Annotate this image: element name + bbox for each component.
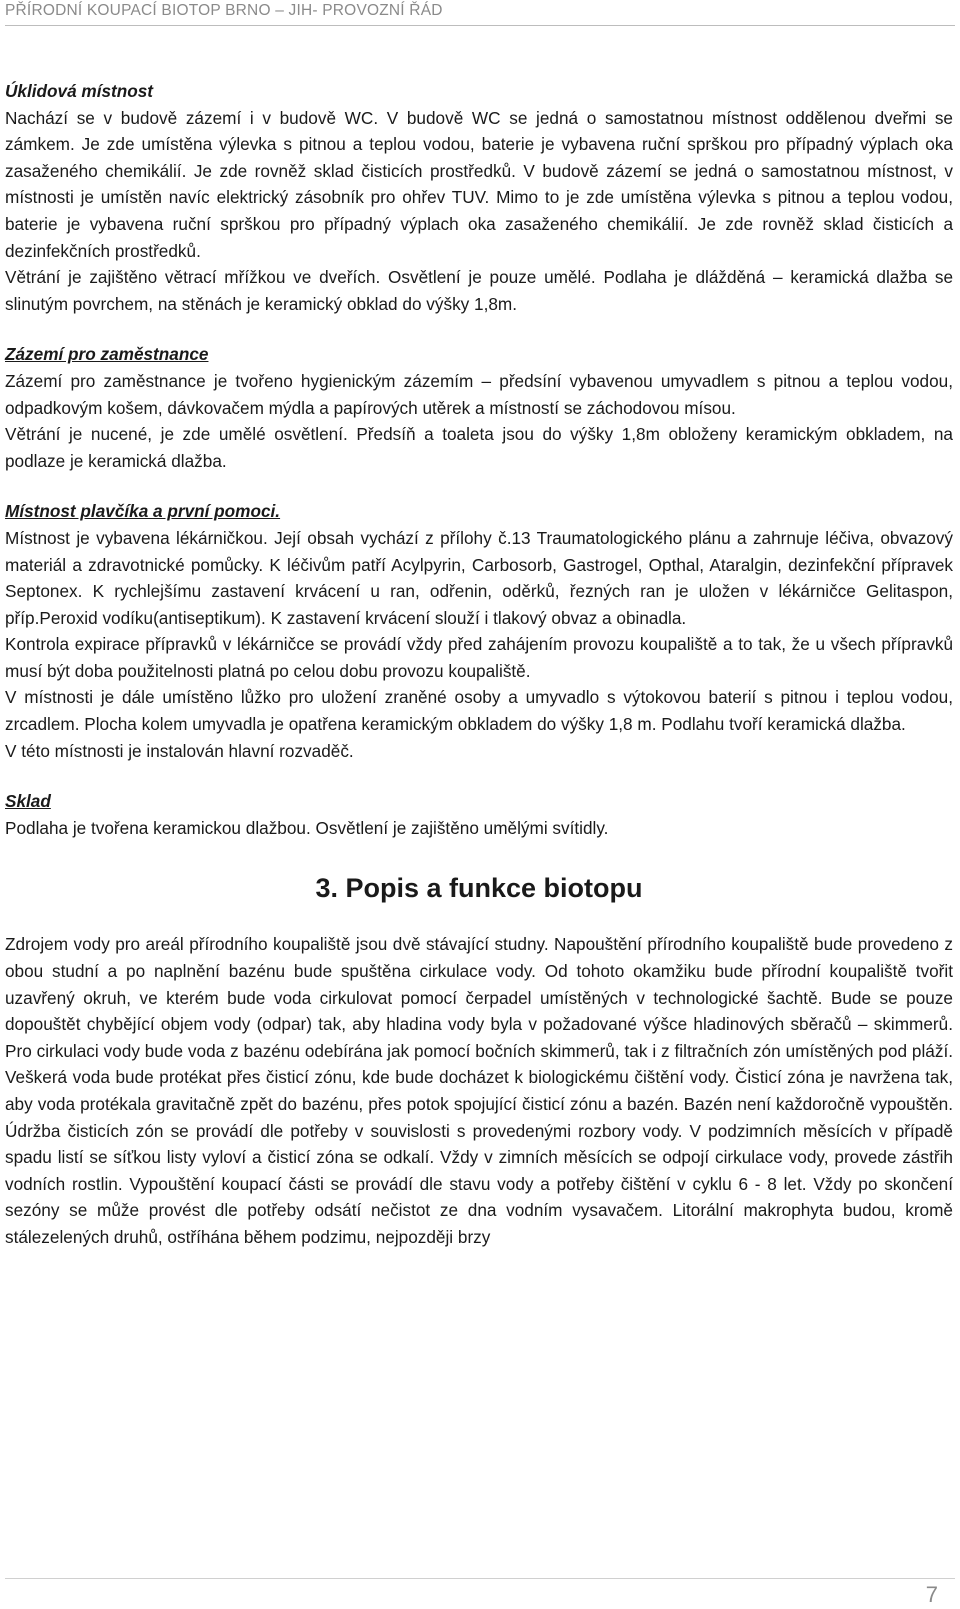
chapter-title: 3. Popis a funkce biotopu: [315, 873, 643, 904]
footer-divider: [5, 1578, 955, 1579]
paragraph: Kontrola expirace přípravků v lékárničce se provádí vždy před zahájením provozu koupaliště a to tak, že u všech přípravků musí být doba použitelnosti platná po celou dobu provozu koupaliště.: [5, 634, 953, 681]
paragraph: Větrání je zajištěno větrací mřížkou ve dveřích. Osvětlení je pouze umělé. Podlaha je dlážděná – keramická dlažba se slinutým povrchem, na stěnách je keramický obklad do výšky 1,8m.: [5, 267, 953, 314]
paragraph: Podlaha je tvořena keramickou dlažbou. Osvětlení je zajištěno umělými svítidly.: [5, 817, 609, 838]
paragraph: Nachází se v budově zázemí i v budově WC. V budově WC se jedná o samostatnou místnost oddělenou dveřmi se zámkem. Je zde umístěna výlevka s pitnou a teplou vodou, baterie je vybavena ruční sprškou pro případný výplach oka zasaženého chemikálií. Je zde rovněž sklad čisticích prostředků. V budově zázemí se jedná o samostatnou místnost, v místnosti je umístěn navíc elektrický zásobník pro ohřev TUV. Mimo to je zde umístěna výlevka s pitnou a teplou vodou, baterie je vybavena ruční sprškou pro případný výplach oka zasaženého chemikálií. Je zde rovněž sklad čisticích a dezinfekčních prostředků.: [5, 107, 953, 261]
section-heading: Úklidová místnost: [5, 81, 154, 101]
document-title: PŘÍRODNÍ KOUPACÍ BIOTOP BRNO – JIH- PROVOZNÍ ŘÁD: [5, 2, 443, 19]
section-staff-facilities: [5, 341, 953, 474]
section-heading: Místnost plavčíka a první pomoci.: [5, 501, 281, 522]
paragraph: Místnost je vybavena lékárničkou. Její obsah vychází z přílohy č.13 Traumatologického plánu a zahrnuje léčiva, obvazový materiál a zdravotnické pomůcky. K léčivům patří Acylpyrin, Carbosorb, Gastrogel, Opthal, Ataralgin, dezinfekční přípravek Septonex. K rychlejšímu zastavení krvácení u ran, odřenin, oděrků, řezných ran je uložen v lékárničce Gelitaspon, příp.Peroxid vodíku(antiseptikum). K zastavení krvácení slouží i tlakový obvaz a obinadla.: [5, 527, 953, 628]
section-storage: [5, 788, 953, 841]
paragraph: V místnosti je dále umístěno lůžko pro uložení zraněné osoby a umyvadlo s výtokovou baterií s pitnou i teplou vodou, zrcadlem. Plocha kolem umyvadla je opatřena keramickým obkladem do výšky 1,8 m. Podlahu tvoří keramická dlažba.: [5, 687, 953, 735]
paragraph: Větrání je nucené, je zde umělé osvětlení. Předsíň a toaleta jsou do výšky 1,8m obloženy keramickým obkladem, na podlaze je keramická dlažba.: [5, 424, 953, 471]
chapter-paragraph: Zdrojem vody pro areál přírodního koupaliště jsou dvě stávající studny. Napouštění přírodního koupaliště bude provedeno z obou studní a po naplnění bazénu bude spuštěna cirkulace vody. Od tohoto okamžiku bude přírodní koupaliště tvořit uzavřený okruh, ve kterém bude voda cirkulovat pomocí čerpadel umístěných v technologické šachtě. Bude se pouze dopouštět chybějící objem vody (odpar) tak, aby hladina vody byla v požadované výšce hladinových sběračů – skimmerů. Pro cirkulaci vody bude voda z bazénu odebírána jak pomocí bočních skimmerů, tak i z filtračních zón umístěných pod pláží. Veškerá voda bude protékat přes čisticí zónu, kde bude docházet k biologickému čištění vody. Čisticí zóna je navržena tak, aby voda protékala gravitačně zpět do bazénu, přes potok spojující čisticí zónu a bazén. Bazén není každoročně vypouštěn. Údržba čisticích zón se provádí dle potřeby v souvislosti s provedenými rozbory vody. V podzimních měsících v případě spadu listí se síťkou listy vyloví a čisticí zóna se odkalí. Vždy v zimních měsících se odpojí cirkulace vody, provede zástřih vodních rostlin. Vypouštění koupací části se provádí dle stavu vody a potřeby čištění v cyklu 6 - 8 let. Vždy po skončení sezóny se může provést dle potřeby odsátí nečistot ze dna vodním vysavačem. Litorální makrophyta budou, kromě stálezelených druhů, ostříhána během podzimu, nejpozději brzy: [5, 934, 953, 1247]
section-heading: Zázemí pro zaměstnance: [5, 344, 209, 365]
section-heading: Sklad: [5, 791, 51, 812]
paragraph: Zázemí pro zaměstnance je tvořeno hygienickým zázemím – předsíní vybavenou umyvadlem s pitnou a teplou vodou, odpadkovým košem, dávkovačem mýdla a papírových utěrek a místností se záchodovou mísou.: [5, 370, 953, 418]
paragraph: V této místnosti je instalován hlavní rozvaděč.: [5, 740, 354, 761]
page-number: 7: [925, 1582, 938, 1607]
section-lifeguard-room: [5, 498, 953, 764]
section-cleaning-room: [5, 78, 953, 317]
page-header: [5, 2, 955, 26]
document-body: [5, 78, 953, 1251]
